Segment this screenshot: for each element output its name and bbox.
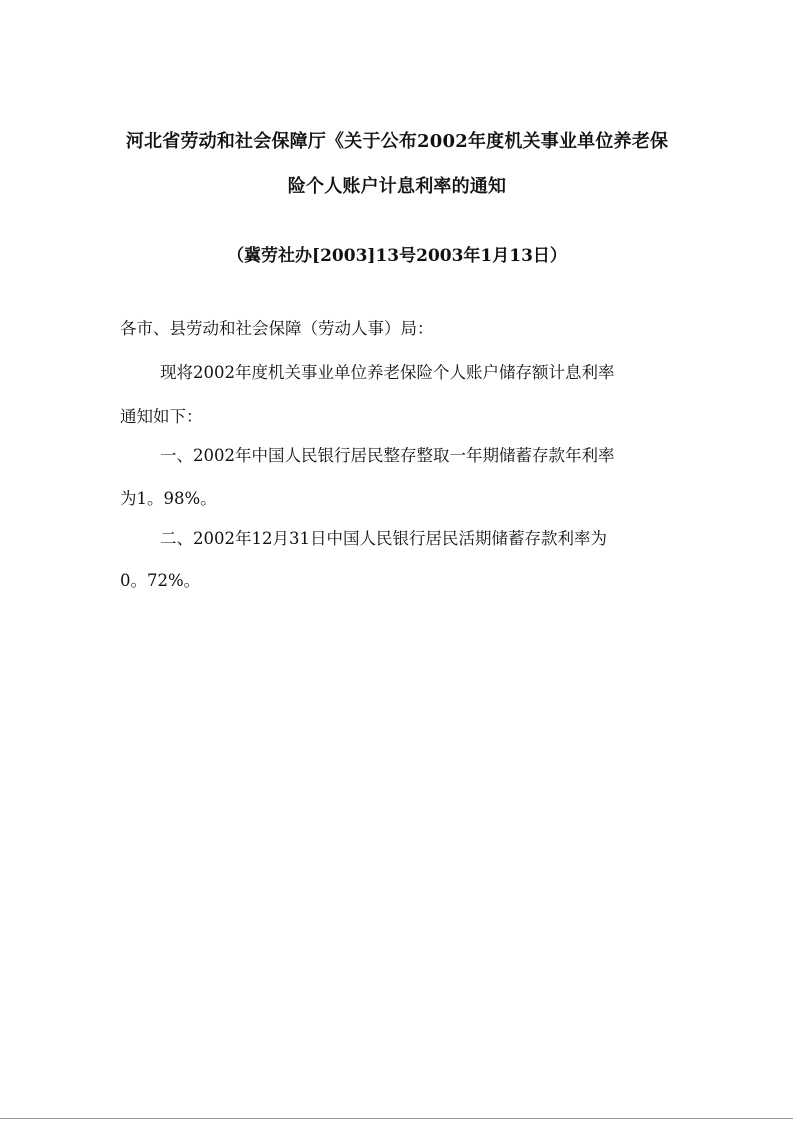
document-subtitle: （冀劳社办[2003]13号2003年1月13日）: [227, 246, 567, 266]
salutation: 各市、县劳动和社会保障（劳动人事）局：: [120, 319, 434, 338]
item-2-line-1: 二、2002年12月31日中国人民银行居民活期储蓄存款利率为: [160, 529, 607, 548]
item-1-line-2: 为1。98%。: [120, 489, 217, 508]
paragraph-1-line-2: 通知如下：: [120, 407, 203, 426]
paragraph-1-line-1: 现将2002年度机关事业单位养老保险个人账户储存额计息利率: [160, 363, 615, 382]
item-2-line-2: 0。72%。: [120, 571, 201, 590]
item-1-line-1: 一、2002年中国人民银行居民整存整取一年期储蓄存款年利率: [160, 446, 615, 465]
page-bottom-rule: [0, 1118, 793, 1119]
document-title-line-1: 河北省劳动和社会保障厅《关于公布2002年度机关事业单位养老保: [125, 131, 669, 152]
document-title-line-2: 险个人账户计息利率的通知: [287, 176, 507, 197]
